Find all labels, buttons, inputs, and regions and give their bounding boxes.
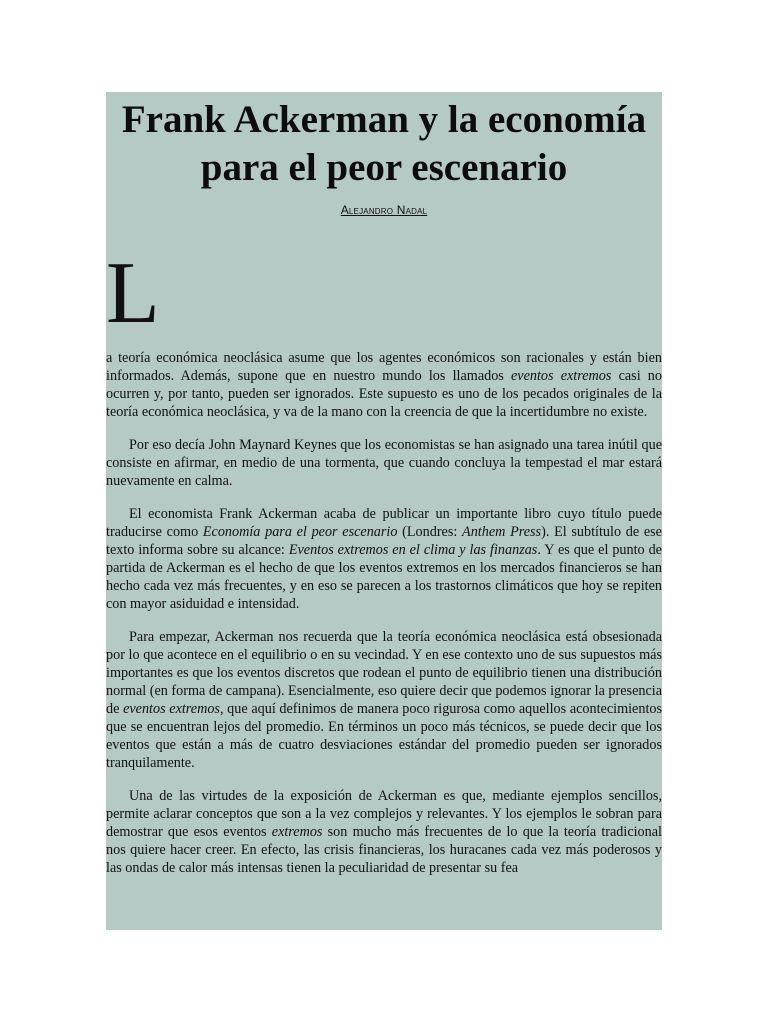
emphasized-text: Eventos extremos en el clima y las finanzas xyxy=(288,542,538,558)
paragraph-text: Para empezar, Ackerman nos recuerda que la teoría económica neoclásica está obsesionada por lo que acontece en el equilibrio o en su vecindad. Y en ese contexto uno de sus supuestos más importantes es que los eventos discretos que rodean el punto de equilibrio tienen una distribución normal (en forma de campana). Esencialmente, eso quiere decir que podemos ignorar la presencia de xyxy=(106,629,662,717)
paragraph-text: ). El subtítulo de ese texto informa sobre su alcance: xyxy=(106,524,662,558)
author-byline[interactable]: Alejandro Nadal xyxy=(340,203,428,217)
paragraph xyxy=(106,349,662,421)
emphasized-text: Economía para el peor escenario xyxy=(202,524,398,540)
document-page xyxy=(106,92,662,930)
paragraph xyxy=(106,628,662,772)
paragraph-text: El economista Frank Ackerman acaba de publicar un importante libro cuyo título puede traducirse como xyxy=(106,506,662,540)
paragraph-text: a teoría económica neoclásica asume que los agentes económicos son racionales y están bien informados. Además, supone que en nuestro mundo los llamados xyxy=(106,350,662,384)
emphasized-text: eventos extremos xyxy=(123,701,220,717)
paragraph xyxy=(106,436,662,490)
paragraph-text: (Londres: xyxy=(397,524,463,540)
paragraph-text: Una de las virtudes de la exposición de Ackerman es que, mediante ejemplos sencillos, permite aclarar conceptos que son a la vez complejos y relevantes. Y los ejemplos le sobran para demostrar que esos eventos xyxy=(106,788,662,840)
paragraph-text: son mucho más frecuentes de lo que la teoría tradicional nos quiere hacer creer. En efecto, las crisis financieras, los huracanes cada vez más poderosos y las ondas de calor más intensas tienen la peculiaridad de presentar su fea xyxy=(106,824,662,876)
paragraph-text: casi no ocurren y, por tanto, pueden ser ignorados. Este supuesto es uno de los pecados originales de la teoría económica neoclásica, y va de la mano con la creencia de que la incertidumbre no existe. xyxy=(106,368,662,420)
article-body xyxy=(106,349,662,877)
article-title: Frank Ackerman y la economía para el peor escenario xyxy=(121,98,647,189)
paragraph xyxy=(106,787,662,877)
emphasized-text: eventos extremos xyxy=(511,368,612,384)
paragraph-text: . Y es que el punto de partida de Ackerman es el hecho de que los eventos extremos en los mercados financieros se han hecho cada vez más frecuentes, y en eso se parecen a los trastornos climáticos que hoy se repiten con mayor asiduidad e intensidad. xyxy=(106,542,662,612)
paragraph-text: Por eso decía John Maynard Keynes que los economistas se han asignado una tarea inútil que consiste en afirmar, en medio de una tormenta, que cuando concluya la tempestad el mar estará nuevamente en calma. xyxy=(106,437,662,489)
paragraph-text: , que aquí definimos de manera poco rigurosa como aquellos acontecimientos que se encuentran lejos del promedio. En términos un poco más técnicos, se puede decir que los eventos que están a más de cuatro desviaciones estándar del promedio pueden ser ignorados tranquilamente. xyxy=(106,701,662,771)
paragraph xyxy=(106,505,662,613)
emphasized-text: extremos xyxy=(271,824,323,840)
drop-cap: L xyxy=(106,245,160,342)
emphasized-text: Anthem Press xyxy=(462,524,542,540)
